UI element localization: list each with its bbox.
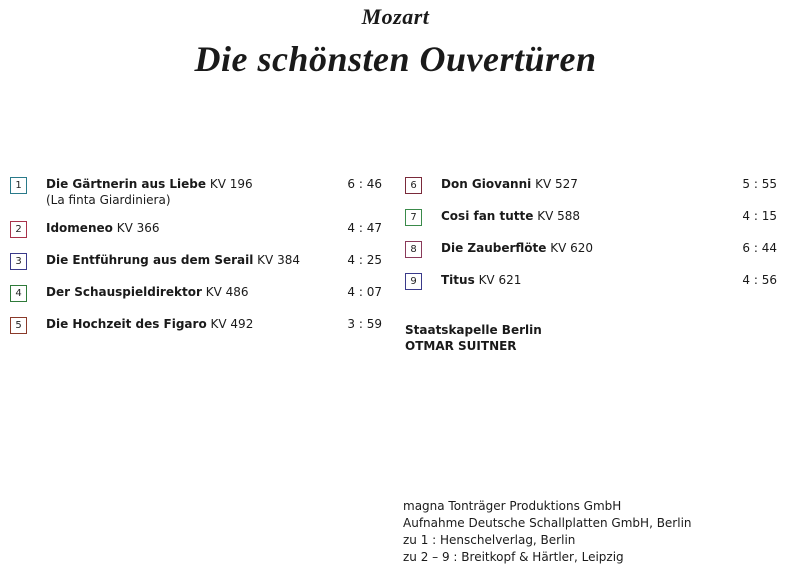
track-title-text: Titus — [441, 273, 475, 287]
track-title — [46, 252, 300, 268]
track-number: 1 — [10, 177, 27, 194]
track-number: 7 — [405, 209, 422, 226]
track-number: 8 — [405, 241, 422, 258]
track-kv: KV 588 — [537, 209, 581, 223]
track-title — [46, 176, 253, 192]
orchestra-name: Staatskapelle Berlin — [405, 323, 542, 337]
track-row — [10, 280, 382, 312]
track-kv: KV 621 — [478, 273, 522, 287]
track-kv: KV 492 — [210, 317, 254, 331]
track-duration: 4 : 56 — [742, 273, 777, 287]
tracklist-left — [10, 172, 382, 344]
track-number: 4 — [10, 285, 27, 302]
track-number: 3 — [10, 253, 27, 270]
track-title-text: Cosi fan tutte — [441, 209, 534, 223]
track-title — [441, 240, 593, 256]
track-row — [405, 204, 777, 236]
track-duration: 4 : 07 — [347, 285, 382, 299]
track-row — [405, 172, 777, 204]
album-title: Die schönsten Ouvertüren — [194, 39, 597, 79]
track-kv: KV 620 — [550, 241, 594, 255]
track-kv: KV 196 — [209, 177, 253, 191]
track-number: 9 — [405, 273, 422, 290]
credits — [403, 498, 692, 566]
tracklist-right — [405, 172, 777, 300]
credits-line: Aufnahme Deutsche Schallplatten GmbH, Berlin — [403, 516, 692, 530]
track-title — [46, 220, 160, 236]
track-title-text: Idomeneo — [46, 221, 113, 235]
track-subtitle: (La finta Giardiniera) — [46, 193, 171, 207]
track-title — [46, 284, 249, 300]
track-duration: 5 : 55 — [742, 177, 777, 191]
track-title — [441, 176, 578, 192]
track-title-text: Die Entführung aus dem Serail — [46, 253, 254, 267]
track-row — [10, 216, 382, 248]
track-title-text: Die Gärtnerin aus Liebe — [46, 177, 207, 191]
track-duration: 4 : 25 — [347, 253, 382, 267]
track-number: 2 — [10, 221, 27, 238]
track-row — [10, 172, 382, 216]
track-row — [10, 248, 382, 280]
composer-name: Mozart — [361, 4, 430, 29]
track-kv: KV 384 — [257, 253, 300, 267]
conductor-name: OTMAR SUITNER — [405, 339, 517, 353]
track-duration: 4 : 47 — [347, 221, 382, 235]
track-title-text: Die Hochzeit des Figaro — [46, 317, 207, 331]
track-duration: 3 : 59 — [347, 317, 382, 331]
performers — [405, 322, 542, 354]
track-duration: 6 : 46 — [347, 177, 382, 191]
track-title-text: Der Schauspieldirektor — [46, 285, 202, 299]
track-row — [405, 236, 777, 268]
track-title-text: Die Zauberflöte — [441, 241, 547, 255]
track-number: 6 — [405, 177, 422, 194]
credits-line: zu 1 : Henschelverlag, Berlin — [403, 533, 576, 547]
track-kv: KV 527 — [535, 177, 578, 191]
credits-line: zu 2 – 9 : Breitkopf & Härtler, Leipzig — [403, 550, 624, 564]
track-number: 5 — [10, 317, 27, 334]
track-title — [441, 208, 580, 224]
track-row — [10, 312, 382, 344]
track-title — [46, 316, 253, 332]
track-kv: KV 486 — [205, 285, 249, 299]
track-title-text: Don Giovanni — [441, 177, 532, 191]
track-title — [441, 272, 521, 288]
track-duration: 4 : 15 — [742, 209, 777, 223]
track-row — [405, 268, 777, 300]
credits-line: magna Tonträger Produktions GmbH — [403, 499, 622, 513]
track-duration: 6 : 44 — [742, 241, 777, 255]
track-kv: KV 366 — [116, 221, 160, 235]
